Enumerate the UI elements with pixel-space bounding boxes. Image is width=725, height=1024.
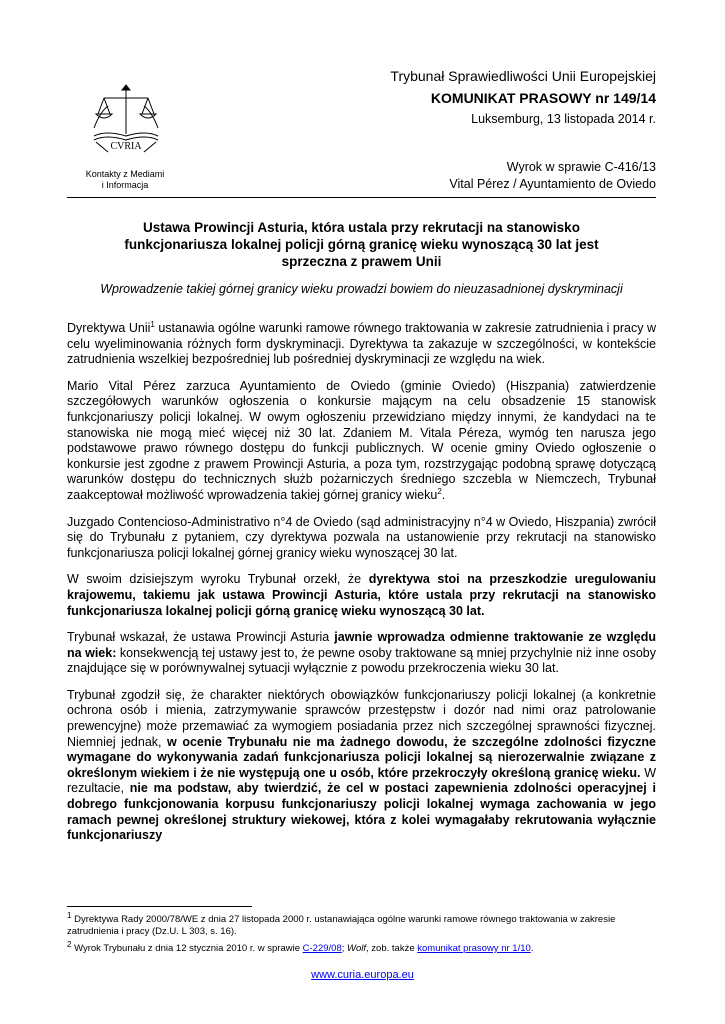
website-link[interactable]: www.curia.europa.eu bbox=[311, 969, 414, 981]
case-number: Wyrok w sprawie C-416/13 bbox=[506, 160, 656, 174]
svg-text:CVRIA: CVRIA bbox=[110, 141, 142, 152]
document-subtitle: Wprowadzenie takiej górnej granicy wieku prowadzi bowiem do nieuzasadnionej dyskryminacji bbox=[100, 282, 623, 296]
body-text bbox=[67, 321, 656, 855]
paragraph: W swoim dzisiejszym wyroku Trybunał orzekł, że dyrektywa stoi na przeszkodzie uregulowaniu krajowemu, takiemu jak ustawa Prowincji Asturia, które ustala przy rekrutacji na stanowisko funkcjonariusza lokalnej policji górną granicę wieku wynoszącą 30 lat. bbox=[67, 572, 656, 618]
court-name: Trybunał Sprawiedliwości Unii Europejskiej bbox=[390, 68, 656, 84]
paragraph: Dyrektywa Unii$^1$ ustanawia ogólne warunki ramowe równego traktowania w zakresie zatrudnienia i pracy w celu wyeliminowania różnych form dyskryminacji. Dyrektywa ta zakazuje w szczególności, w kontekście zatrudnienia wszelkiej bezpośredniej lub pośredniej dyskryminacji ze względu na wiek. bbox=[67, 319, 656, 367]
document-title bbox=[67, 219, 656, 270]
title-line: funkcjonariusza lokalnej policji górną granicę wieku wynoszącą 30 lat jest bbox=[124, 237, 599, 252]
case-parties: Vital Pérez / Ayuntamiento de Oviedo bbox=[449, 177, 656, 191]
footnote-ref[interactable]: 2 bbox=[437, 486, 442, 496]
title-line: Ustawa Prowincji Asturia, która ustala przy rekrutacji na stanowisko bbox=[143, 220, 580, 235]
footer bbox=[0, 969, 725, 981]
footnote-2: $^2$ Wyrok Trybunału z dnia 12 stycznia 2010 r. w sprawie C-229/08; Wolf, zob. także komunikat prasowy nr 1/10. bbox=[67, 939, 534, 954]
footnote-divider bbox=[67, 906, 252, 907]
court-emblem-icon bbox=[86, 82, 166, 162]
contact-block bbox=[70, 169, 180, 191]
paragraph: Mario Vital Pérez zarzuca Ayuntamiento de Oviedo (gminie Oviedo) (Hiszpania) zatwierdzenie szczegółowych warunków ogłoszenia o konkursie mającym na celu obsadzenie 15 stanowisk funkcjonariuszy policji lokalnej. W owym ogłoszeniu przewidziano między innymi, że kandydaci na te stanowiska nie mogą mieć więcej niż 30 lat. Zdaniem M. Vitala Péreza, wymóg ten narusza jego podstawowe prawo równego dostępu do funkcji publicznych. W ocenie gminy Oviedo ogłoszenie o konkursie jest zgodne z prawem Prowincji Asturia, a poza tym, rozstrzygając podobną sprawę dotyczącą warunków dostępu do technicznych służb pożarniczych średniego szczebla w Niemczech, Trybunał zaakceptował możliwość wprowadzenia takiej górnej granicy wieku$^2$. bbox=[67, 378, 656, 502]
footnote-1: $^1$ Dyrektywa Rady 2000/78/WE z dnia 27 listopada 2000 r. ustanawiająca ogólne warunki ramowe równego traktowania w zakresie zatrudnienia i pracy (Dz.U. L 303, s. 16). bbox=[67, 910, 616, 937]
contact-line: i Informacja bbox=[101, 180, 149, 190]
paragraph: Trybunał zgodził się, że charakter niektórych obowiązków funkcjonariuszy policji lokalnej (a konkretnie ochrona osób i mienia, zatrzymywanie sprawców przestępstw i dozór nad nimi oraz patrolowanie prewencyjne) może przemawiać za wymogiem posiadania przez nich szczególnej sprawności fizycznej. Niemniej jednak, w ocenie Trybunału nie ma żadnego dowodu, że szczególne zdolności fizyczne wymagane do wykonywania zadań funkcjonariusza policji lokalnej są nierozerwalnie związane z określonym wiekiem i że nie występują one u osób, które przekroczyły określoną granicę wieku. W rezultacie, nie ma podstaw, aby twierdzić, że cel w postaci zapewnienia zdolności operacyjnej i dobrego funkcjonowania korpusu funkcjonariuszy policji lokalnej wymaga zachowania w jego ramach pewnej określonej struktury wiekowej, która z kolei wymagałaby rekrutowania wyłącznie funkcjonariuszy bbox=[67, 687, 656, 843]
curia-logo bbox=[86, 82, 166, 162]
footnote-ref[interactable]: 1 bbox=[150, 319, 155, 329]
place-date: Luksemburg, 13 listopada 2014 r. bbox=[471, 112, 656, 126]
header-divider bbox=[67, 197, 656, 198]
case-link[interactable]: C-229/08 bbox=[302, 943, 342, 954]
press-release-link[interactable]: komunikat prasowy nr 1/10 bbox=[417, 943, 531, 954]
paragraph: Trybunał wskazał, że ustawa Prowincji Asturia jawnie wprowadza odmienne traktowanie ze względu na wiek: konsekwencją tej ustawy jest to, że pewne osoby traktowane są mniej przychylnie niż inne osoby znajdujące się w porównywalnej sytuacji wyłącznie z powodu przekroczenia wieku 30 lat. bbox=[67, 630, 656, 676]
press-release-number: KOMUNIKAT PRASOWY nr 149/14 bbox=[430, 90, 656, 106]
title-line: sprzeczna z prawem Unii bbox=[281, 254, 442, 269]
paragraph: Juzgado Contencioso-Administrativo n°4 de Oviedo (sąd administracyjny n°4 w Oviedo, Hiszpania) zwrócił się do Trybunału z pytaniem, czy dyrektywa pozwala na ustanowienie przy rekrutacji na stanowisko funkcjonariusza policji lokalnej górnej granicy wieku wynoszącej 30 lat. bbox=[67, 514, 656, 560]
contact-line: Kontakty z Mediami bbox=[85, 169, 165, 179]
